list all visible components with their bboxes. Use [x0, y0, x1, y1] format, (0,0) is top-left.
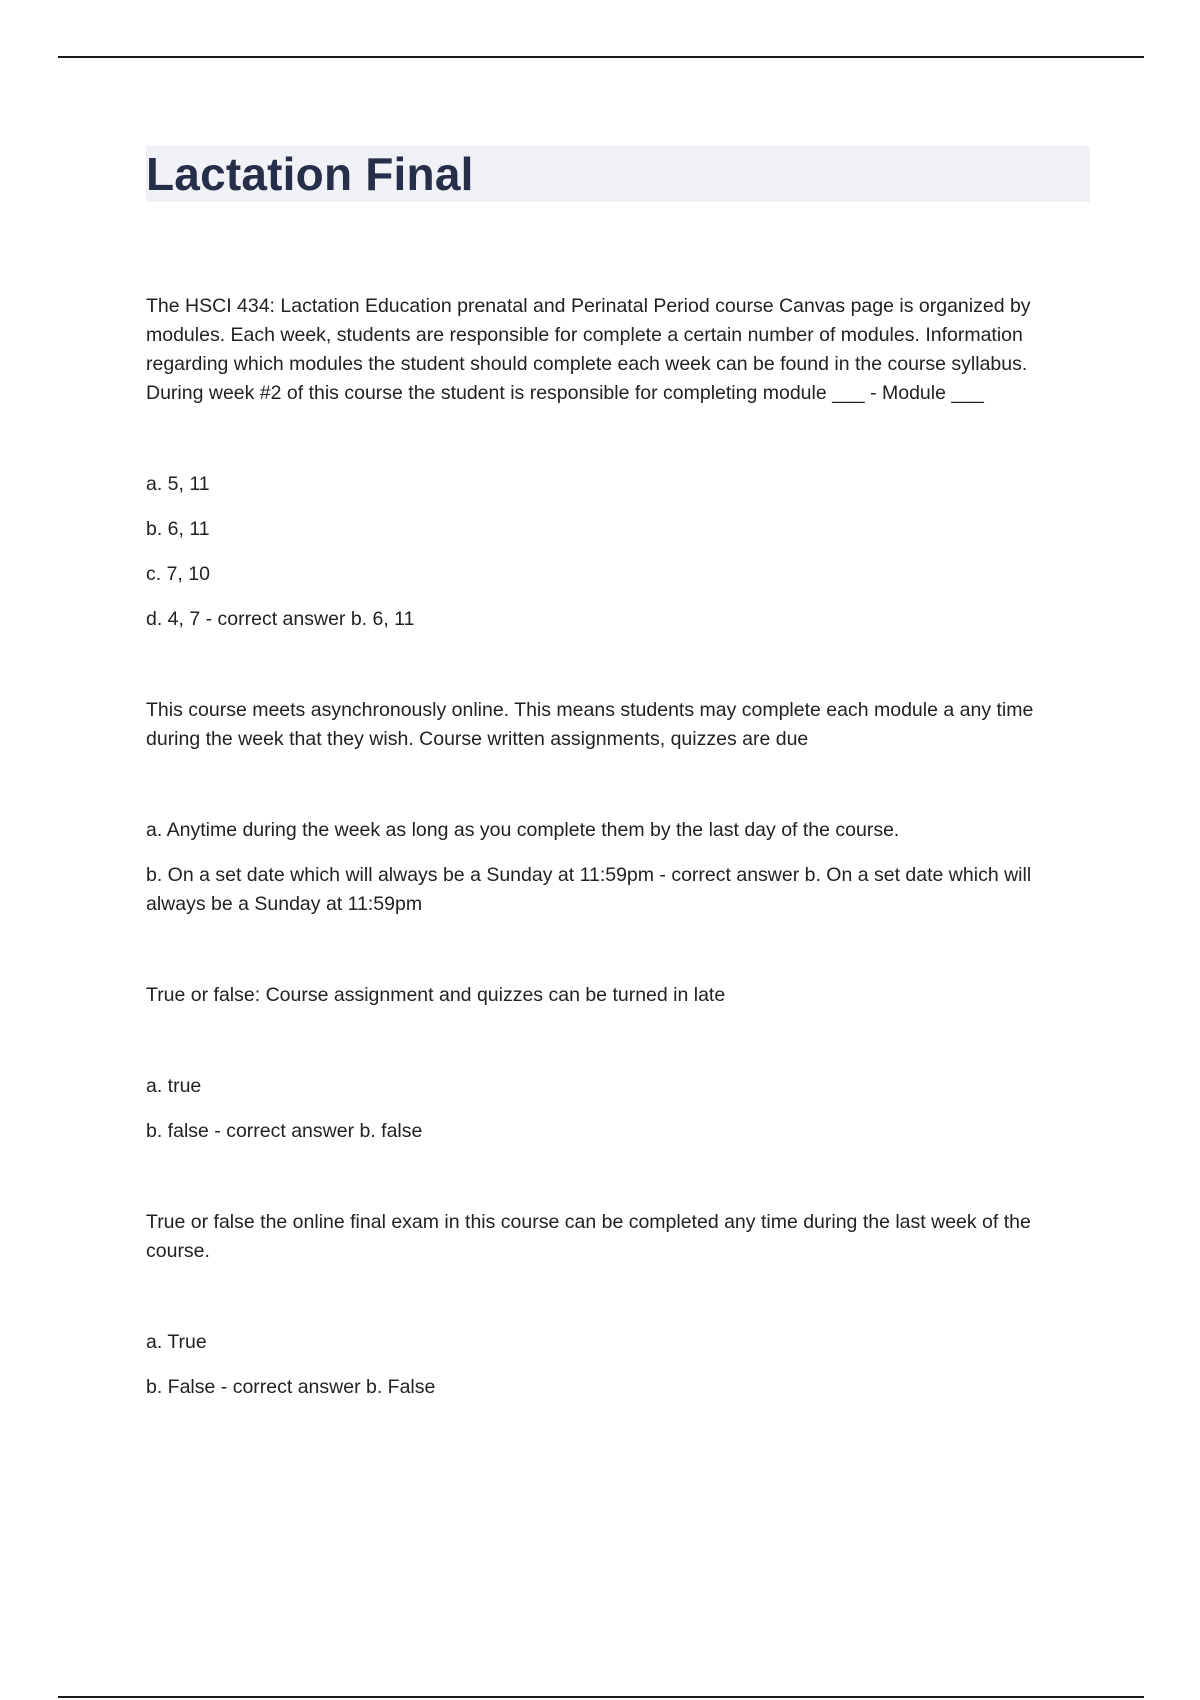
question-list	[146, 292, 1086, 1418]
bottom-divider	[58, 1696, 1144, 1698]
question-3-text: True or false: Course assignment and quizzes can be turned in late	[146, 984, 726, 1006]
question-1-option-c: c. 7, 10	[146, 563, 210, 585]
question-4-text: True or false the online final exam in this course can be completed any time during the last week of the course.	[146, 1211, 1031, 1262]
question-1-option-a: a. 5, 11	[146, 473, 210, 495]
page-title: Lactation Final	[146, 148, 474, 200]
question-1-option-d: d. 4, 7 - correct answer b. 6, 11	[146, 608, 415, 630]
question-3-option-a: a. true	[146, 1075, 202, 1097]
question-2-option-a: a. Anytime during the week as long as you complete them by the last day of the course.	[146, 819, 900, 841]
question-1-option-b: b. 6, 11	[146, 518, 210, 540]
question-4-option-a: a. True	[146, 1331, 207, 1353]
question-2-text: This course meets asynchronously online. This means students may complete each module a any time during the week that they wish. Course written assignments, quizzes are due	[146, 699, 1034, 750]
question-1-text: The HSCI 434: Lactation Education prenatal and Perinatal Period course Canvas page is organized by modules. Each week, students are responsible for complete a certain number of modules. Information regarding which modules the student should complete each week can be found in the course syllabus. During week #2 of this course the student is responsible for completing module ___ - Module ___	[146, 295, 1031, 404]
question-3-option-b: b. false - correct answer b. false	[146, 1120, 423, 1142]
question-4-option-b: b. False - correct answer b. False	[146, 1376, 436, 1398]
top-divider	[58, 56, 1144, 58]
question-2-option-b: b. On a set date which will always be a Sunday at 11:59pm - correct answer b. On a set date which will always be a Sunday at 11:59pm	[146, 864, 1032, 915]
